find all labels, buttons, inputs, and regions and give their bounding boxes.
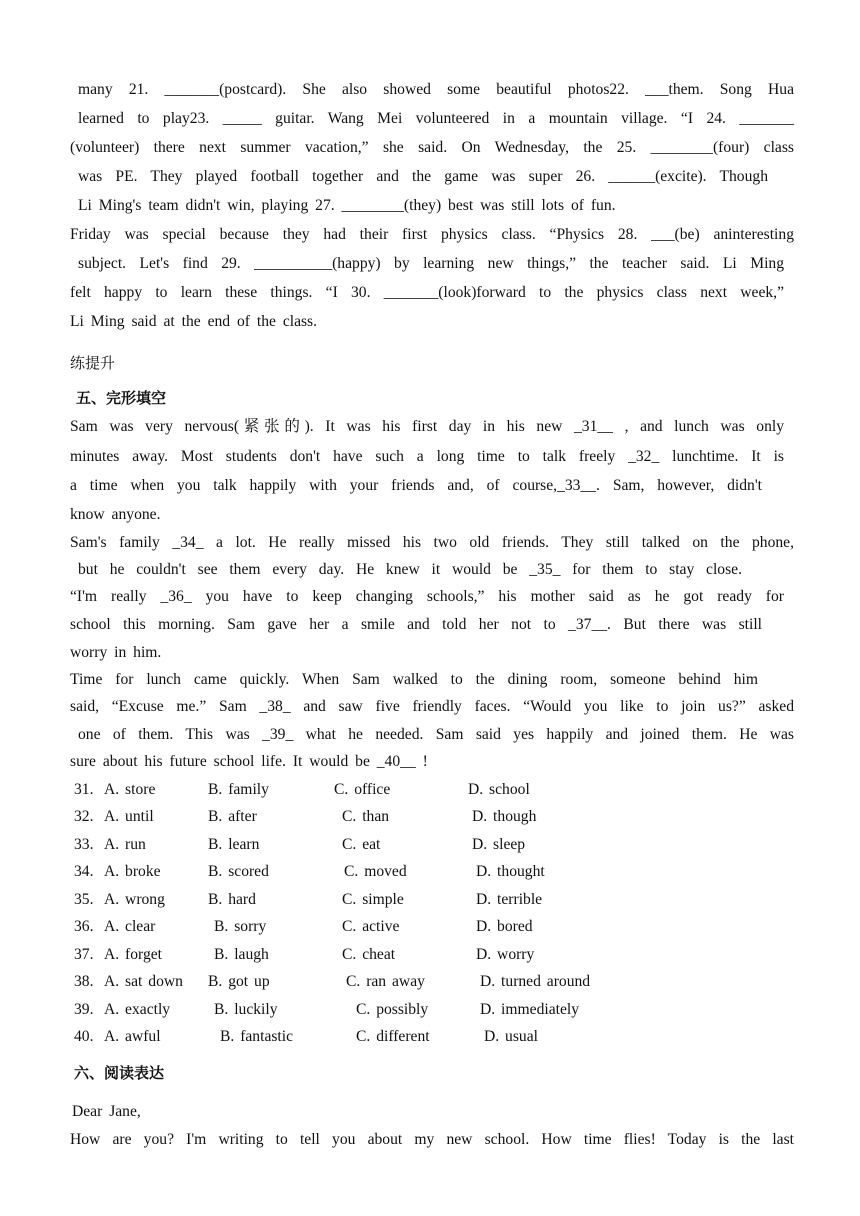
cloze-line: Sam was very nervous(紧张的). It was his first day in his new _31__ , and lunch was only <box>70 418 784 435</box>
paragraph-line: was PE. They played football together and the game was super 26. ______(excite). Though <box>78 168 768 185</box>
question-number: 40. <box>74 1028 94 1045</box>
option-b: B. got up <box>208 973 270 990</box>
question-number: 36. <box>74 918 94 935</box>
option-c: C. different <box>356 1028 430 1045</box>
option-d: D. thought <box>476 863 545 880</box>
option-a: A. store <box>104 781 156 798</box>
question-number: 32. <box>74 808 94 825</box>
paragraph-line: Li Ming said at the end of the class. <box>70 313 318 330</box>
option-b: B. scored <box>208 863 269 880</box>
letter-line: How are you? I'm writing to tell you about my new school. How time flies! Today is the last <box>70 1131 794 1148</box>
paragraph-line: many 21. _______(postcard). She also showed some beautiful photos22. ___them. Song Hua <box>78 81 794 98</box>
cloze-line: worry in him. <box>70 644 162 661</box>
question-number: 39. <box>74 1001 94 1018</box>
option-d: D. though <box>472 808 537 825</box>
option-d: D. terrible <box>476 891 543 908</box>
cloze-line: one of them. This was _39_ what he needed. Sam said yes happily and joined them. He was <box>78 726 794 743</box>
option-d: D. worry <box>476 946 535 963</box>
option-b: B. laugh <box>214 946 269 963</box>
option-c: C. ran away <box>346 973 425 990</box>
cloze-line: minutes away. Most students don't have such a long time to talk freely _32_ lunchtime. It is <box>70 448 784 465</box>
option-a: A. awful <box>104 1028 161 1045</box>
question-number: 33. <box>74 836 94 853</box>
option-b: B. fantastic <box>220 1028 294 1045</box>
paragraph-line: Friday was special because they had their first physics class. “Physics 28. ___(be) aninteresting <box>70 226 794 243</box>
option-c: C. office <box>334 781 391 798</box>
cloze-line: but he couldn't see them every day. He knew it would be _35_ for them to stay close. <box>78 561 742 578</box>
option-c: C. simple <box>342 891 404 908</box>
paragraph-line: subject. Let's find 29. __________(happy) by learning new things,” the teacher said. Li Ming <box>78 255 784 272</box>
option-c: C. than <box>342 808 390 825</box>
option-b: B. hard <box>208 891 256 908</box>
cloze-line: know anyone. <box>70 506 161 523</box>
option-a: A. exactly <box>104 1001 171 1018</box>
option-a: A. clear <box>104 918 156 935</box>
option-c: C. possibly <box>356 1001 429 1018</box>
section-title-reading: 六、阅读表达 <box>74 1064 165 1082</box>
option-b: B. after <box>208 808 257 825</box>
paragraph-line: learned to play23. _____ guitar. Wang Mei volunteered in a mountain village. “I 24. _______ <box>78 110 794 127</box>
option-c: C. moved <box>344 863 407 880</box>
paragraph-line: Li Ming's team didn't win, playing 27. ________(they) best was still lots of fun. <box>78 197 616 214</box>
question-number: 31. <box>74 781 94 798</box>
option-a: A. until <box>104 808 154 825</box>
option-c: C. cheat <box>342 946 396 963</box>
cloze-line: Time for lunch came quickly. When Sam walked to the dining room, someone behind him <box>70 671 758 688</box>
question-number: 35. <box>74 891 94 908</box>
paragraph-line: felt happy to learn these things. “I 30. _______(look)forward to the physics class next week,” <box>70 284 784 301</box>
cloze-line: sure about his future school life. It would be _40__ ! <box>70 753 428 770</box>
option-b: B. sorry <box>214 918 267 935</box>
question-number: 34. <box>74 863 94 880</box>
paragraph-line: (volunteer) there next summer vacation,” she said. On Wednesday, the 25. ________(four) class <box>70 139 794 156</box>
option-a: A. broke <box>104 863 161 880</box>
section-title-cloze: 五、完形填空 <box>76 389 167 407</box>
option-b: B. learn <box>208 836 260 853</box>
option-d: D. usual <box>484 1028 538 1045</box>
option-d: D. bored <box>476 918 533 935</box>
option-c: C. active <box>342 918 400 935</box>
option-a: A. wrong <box>104 891 165 908</box>
cloze-line: school this morning. Sam gave her a smile and told her not to _37__. But there was still <box>70 616 762 633</box>
option-a: A. sat down <box>104 973 183 990</box>
cloze-line: “I'm really _36_ you have to keep changing schools,” his mother said as he got ready for <box>70 588 784 605</box>
letter-greeting: Dear Jane, <box>72 1103 141 1120</box>
option-b: B. luckily <box>214 1001 278 1018</box>
option-a: A. forget <box>104 946 163 963</box>
cloze-line: Sam's family _34_ a lot. He really missed his two old friends. They still talked on the phone, <box>70 534 794 551</box>
practice-title: 练提升 <box>70 354 116 372</box>
option-d: D. immediately <box>480 1001 580 1018</box>
option-d: D. sleep <box>472 836 526 853</box>
option-d: D. school <box>468 781 530 798</box>
option-b: B. family <box>208 781 269 798</box>
option-a: A. run <box>104 836 146 853</box>
cloze-line: a time when you talk happily with your friends and, of course,_33__. Sam, however, didn't <box>70 477 762 494</box>
cloze-line: said, “Excuse me.” Sam _38_ and saw five friendly faces. “Would you like to join us?” asked <box>70 698 794 715</box>
option-c: C. eat <box>342 836 381 853</box>
option-d: D. turned around <box>480 973 591 990</box>
question-number: 37. <box>74 946 94 963</box>
question-number: 38. <box>74 973 94 990</box>
